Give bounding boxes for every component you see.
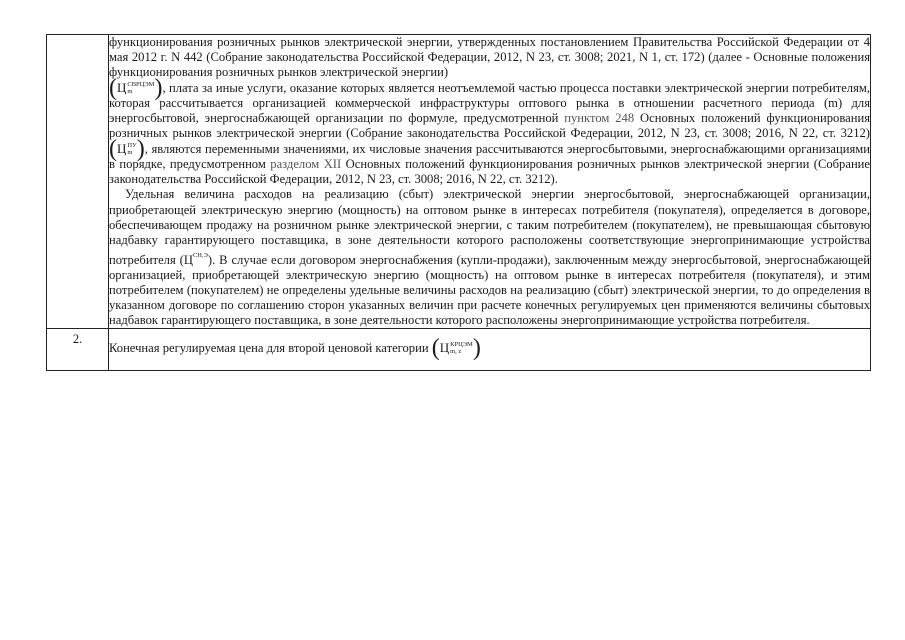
paragraph-2 [109, 187, 870, 327]
row-number-cell: 2. [47, 328, 109, 370]
formula-sn: $(Ц^{СН,Э})$ [179, 251, 213, 267]
text-segment: Удельная величина расходов на реализацию (сбыт) электрической энергии энергосбытовой, энергоснабжающей организации, приобретающей электрическую энергию (мощность) на оптовом рынке в интересах потребителя (покупателя), определяется в договоре, обеспечивающем продажу на розничном рынке электрической энергии, с таким потребителем (покупателем), не превышающая сбытовую надбавку гарантирующего поставщика, в зоне деятельности которого расположены соответствующие энергопринимающие устройства потребителя [109, 187, 870, 267]
formula-cvrcem: (Ц СВРЦЭМ m ) [109, 75, 163, 102]
text-segment: функционирования розничных рынков электрической энергии, утвержденных постановлением Правительства Российской Федерации от 4 мая 2012 г. N 442 (Собрание законодательства Российской Федерации, 2012, N 23, ст. 3008; 2021, N 1, ст. 172) (далее - Основные положения функционирования розничных рынков электрической энергии) [109, 35, 870, 80]
table-row [47, 328, 871, 370]
link-punkt-248[interactable]: пунктом 248 [564, 111, 635, 126]
text-segment: , являются переменными значениями, их числовые значения рассчитываются энергосбытовыми, энергоснабжающими организациями в порядке, предусмотренном [109, 142, 870, 172]
table-row [47, 35, 871, 329]
row-title: Конечная регулируемая цена для второй ценовой категории [109, 340, 432, 355]
paragraph-1 [109, 35, 870, 187]
formula-pu: (Ц ПУ m ) [109, 136, 145, 163]
text-segment: Основных положений функционирования розничных рынков электрической энергии (Собрание законодательства Российской Федерации, 2012, N 23, ст. 3008; 2016, N 22, ст. 3212) [109, 111, 870, 141]
text-segment: Основных положений функционирования розничных рынков электрической энергии (Собрание законодательства Российской Федерации, 2012, N 23, ст. 3008; 2016, N 22, ст. 3212). [109, 157, 871, 187]
formula-krcem: (Ц КРЦЭМ m, z ) [431, 334, 481, 361]
link-razdel-xii[interactable]: разделом XII [270, 157, 342, 172]
row-text-cell [109, 35, 871, 329]
tariff-table [46, 34, 871, 371]
row-number-cell [47, 35, 109, 329]
text-segment: . В случае если договором энергоснабжения (купли-продажи), заключенным между энергосбытовой, энергоснабжающей организацией, приобретающей электрическую энергию (мощность) на оптовом рынке в интересах потребителя (покупателя), и этим потребителем (покупателем) не определены удельные величины расходов на реализацию (сбыт) электрической энергии, то до определения в указанном договоре по соглашению сторон указанных величин при расчете конечных регулируемых цен применяются величины сбытовых надбавок гарантирующего поставщика, в зоне деятельности которого расположены энергопринимающие устройства потребителя. [109, 252, 870, 327]
text-segment: , плата за иные услуги, оказание которых является неотъемлемой частью процесса поставки электрической энергии потребителям, которая рассчитывается организацией коммерческой инфраструктуры оптового рынка в отношении расчетного периода (m) для энергосбытовой, энергоснабжающей организации по формуле, предусмотренной [109, 81, 870, 126]
row-text-cell [109, 328, 871, 370]
